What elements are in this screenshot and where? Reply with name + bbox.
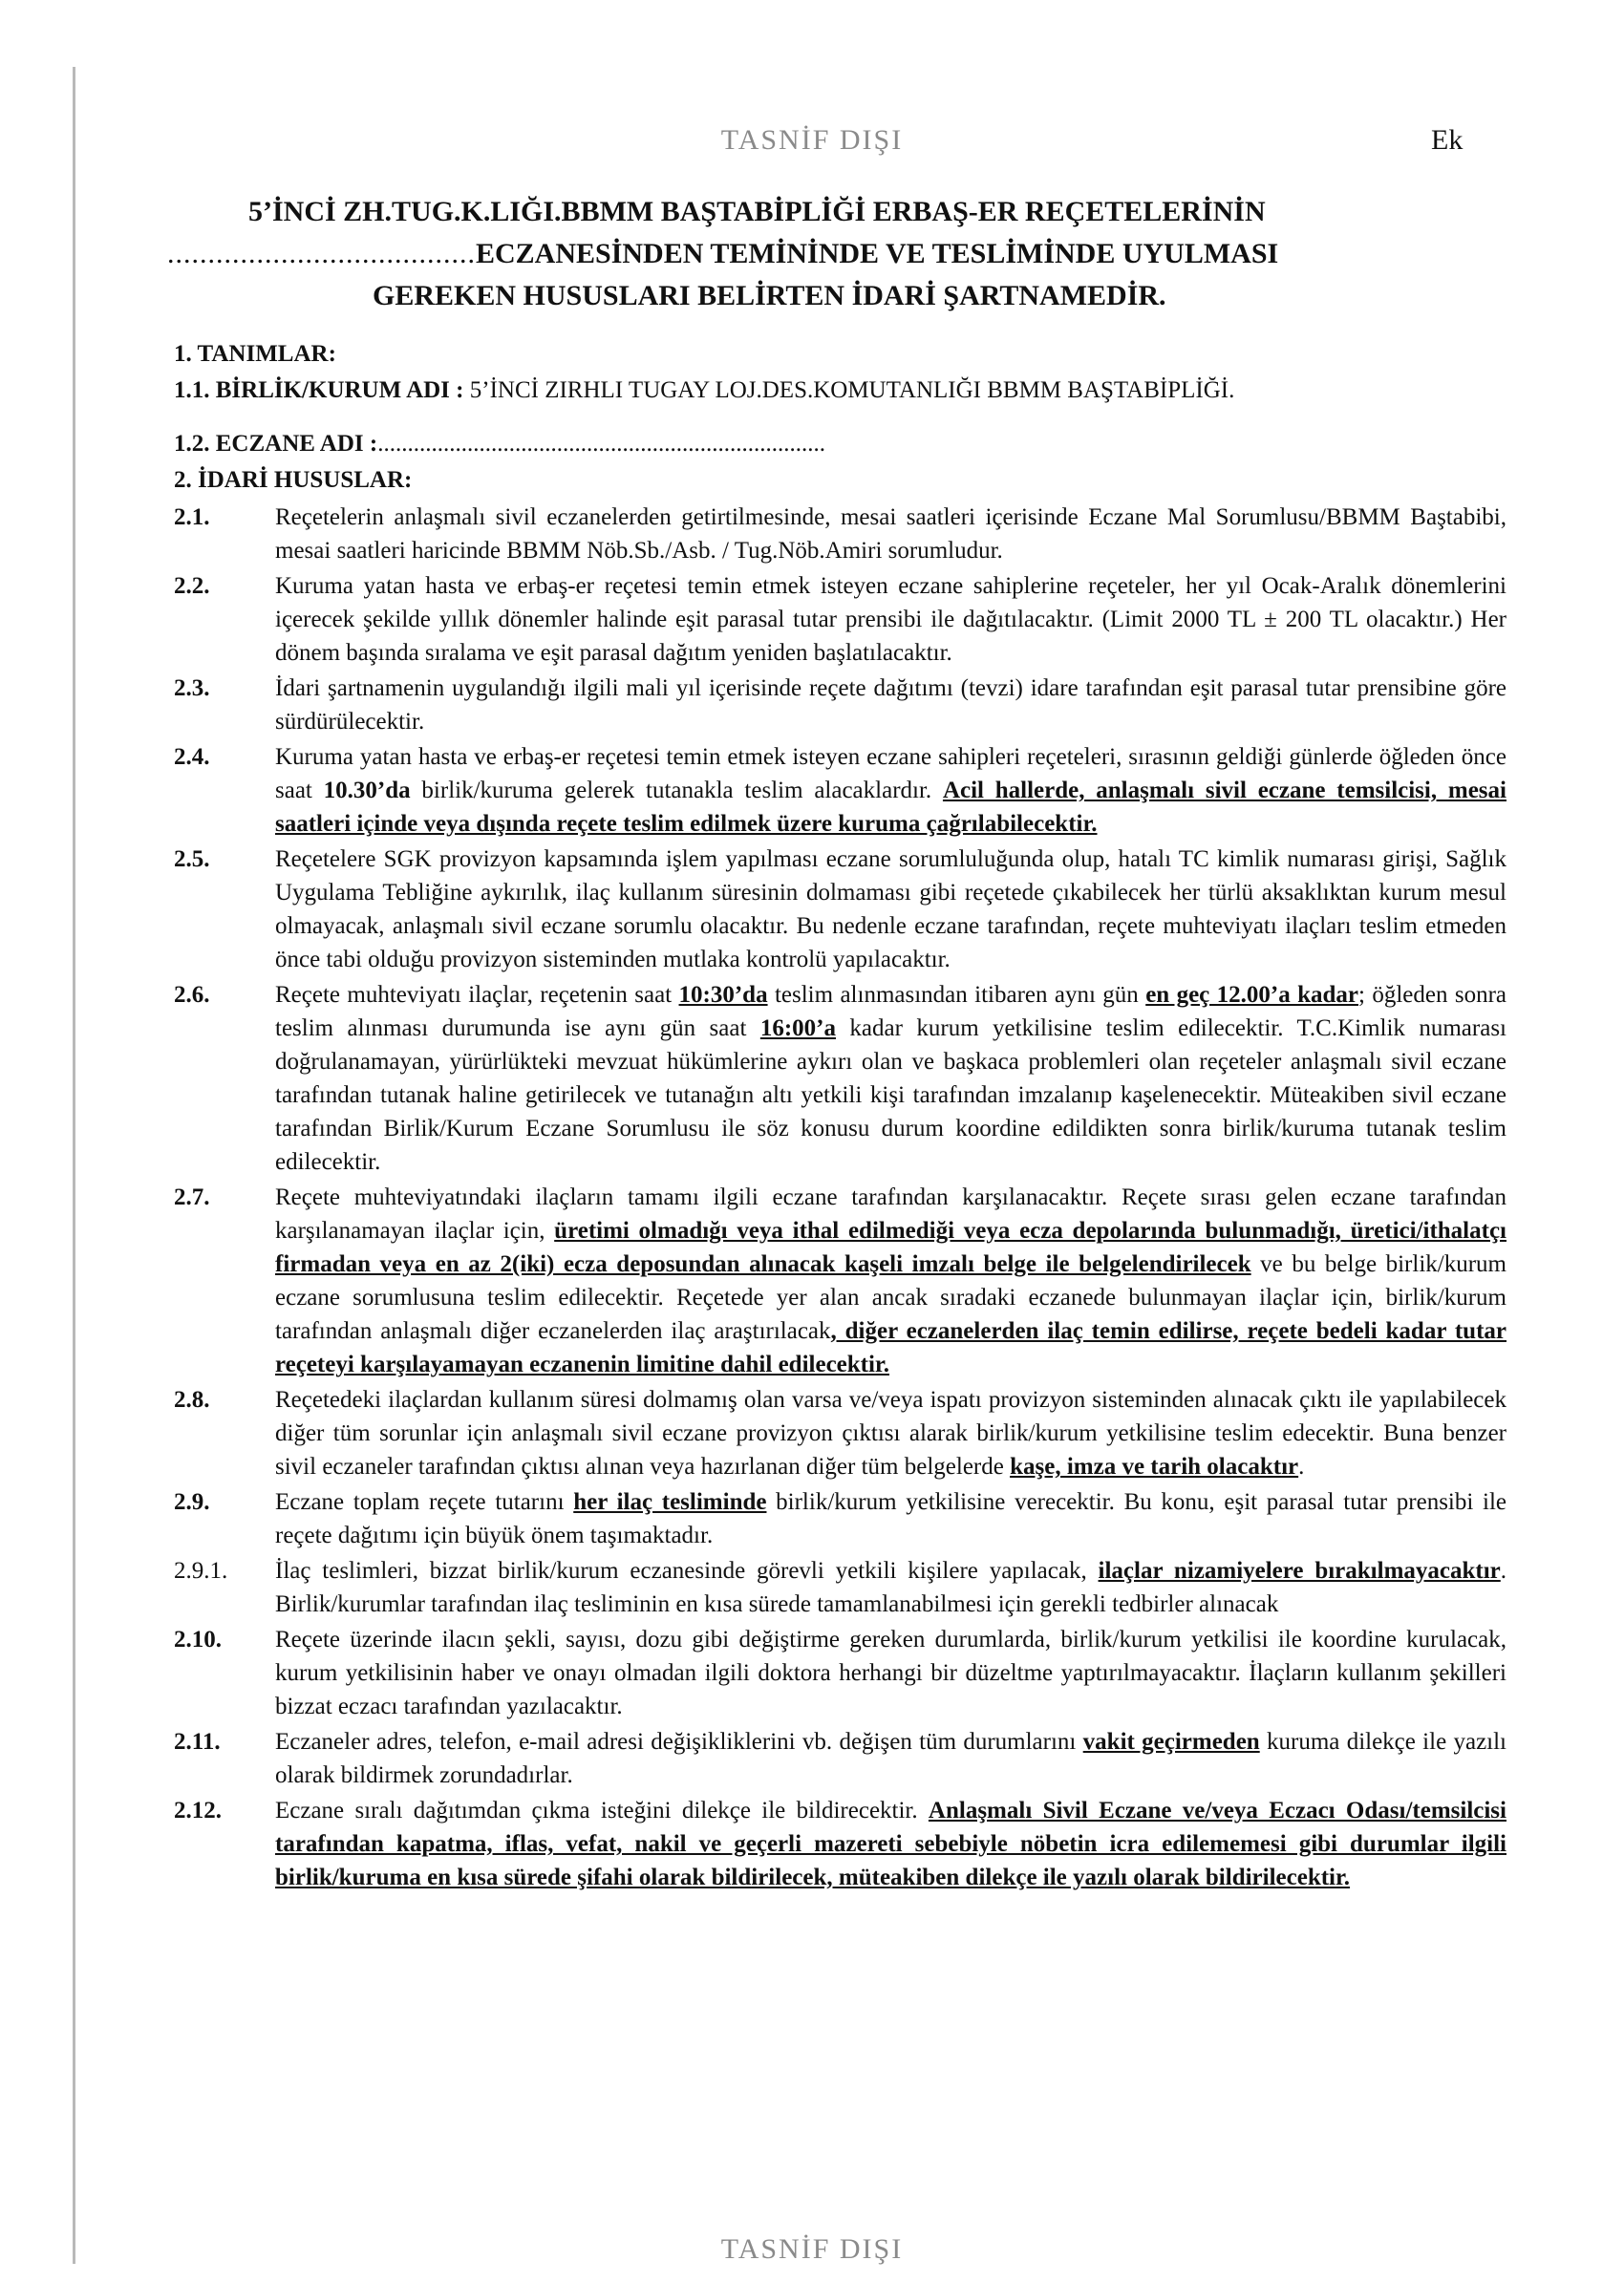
section-number: 2.9.1. — [174, 1558, 228, 1584]
document-title — [167, 191, 1505, 317]
section-2-12 — [174, 1794, 1506, 1894]
title-line-3: GEREKEN HUSUSLARI BELİRTEN İDARİ ŞARTNAMEDİR. — [373, 280, 1166, 311]
time-bold: 10.30’da — [323, 778, 411, 803]
section-number: 2.1. — [174, 504, 210, 530]
section-text: Reçetelerin anlaşmalı sivil eczanelerden getirtilmesinde, mesai saatleri içerisinde Eczane Mal Sorumlusu/BBMM Baştabibi, mesai saatleri haricinde BBMM Nöb.Sb./Asb. / Tug.Nöb.Amiri sorumludur. — [275, 504, 1506, 564]
pharmacy-name-dots: ........................................................................... — [377, 431, 825, 457]
annex-label: Ek — [1431, 124, 1464, 156]
text-segment: birlik/kuruma gelerek tutanakla teslim alacaklardır. — [410, 778, 943, 803]
document-body — [174, 336, 1506, 1894]
pharmacy-name-label: 1.2. ECZANE ADI : — [174, 431, 378, 457]
text-segment: ve bu belge birlik/kurum eczane sorumlusuna teslim edilecektir. Reçetede yer alan ancak sıradaki eczanede bulunmayan ilaçlar için, birlik/kurum tarafından anlaşmalı diğer eczanelerden ilaç araştırılacak — [275, 1251, 1506, 1344]
underlined-emphasis: 10:30’da — [678, 982, 768, 1008]
section-2-2 — [174, 569, 1506, 670]
text-segment: Eczane toplam reçete tutarını — [275, 1489, 574, 1515]
scan-edge-line — [73, 67, 75, 2264]
section-text — [275, 1794, 1506, 1894]
section-text: İdari şartnamenin uygulandığı ilgili mali yıl içerisinde reçete dağıtımı (tevzi) idare tarafından eşit parasal tutar prensibine göre sürdürülecektir. — [275, 675, 1506, 735]
text-segment: . — [1298, 1454, 1305, 1480]
text-segment: ; öğleden sonra teslim alınması durumunda ise aynı gün saat — [275, 982, 1507, 1041]
section-text — [275, 1725, 1506, 1792]
underlined-emphasis: ilaçlar nizamiyelere bırakılmayacaktır — [1098, 1558, 1501, 1584]
text-segment: teslim alınmasından itibaren aynı gün — [767, 982, 1146, 1008]
section-text: Reçete üzerinde ilacın şekli, sayısı, dozu gibi değiştirme gereken durumlarda, birlik/kurum yetkilisi ile koordine kurulacak, kurum yetkilisinin haber ve onayı olmadan ilgili doktora herhangi bir düzeltme yaptırılmayacaktır. İlaçların kullanım şekilleri bizzat eczacı tarafından yazılacaktır. — [275, 1627, 1506, 1719]
unit-name-value: 5’İNCİ ZIRHLI TUGAY LOJ.DES.KOMUTANLIĞI BBMM BAŞTABİPLİĞİ. — [463, 377, 1235, 403]
section-text: Kuruma yatan hasta ve erbaş-er reçetesi temin etmek isteyen eczane sahiplerine reçeteler, her yıl Ocak-Aralık dönemlerini içerecek şekilde yıllık dönemler halinde eşit parasal tutar prensibi ile dağıtılacaktır. (Limit 2000 TL ± 200 TL olacaktır.) Her dönem başında sıralama ve eşit parasal dağıtım yeniden başlatılacaktır. — [275, 573, 1506, 666]
text-segment: . Birlik/kurumlar tarafından ilaç tesliminin en kısa sürede tamamlanabilmesi için gerekli tedbirler alınacak — [275, 1558, 1507, 1617]
section-text — [275, 1181, 1506, 1381]
text-segment: İlaç teslimleri, bizzat birlik/kurum eczanesinde görevli yetkili kişilere yapılacak, — [275, 1558, 1099, 1584]
title-line-1: 5’İNCİ ZH.TUG.K.LIĞI.BBMM BAŞTABİPLİĞİ ERBAŞ-ER REÇETELERİNİN — [248, 196, 1266, 227]
underlined-emphasis: en geç 12.00’a kadar — [1145, 982, 1359, 1008]
section-number: 2.4. — [174, 744, 210, 770]
underlined-emphasis: kaşe, imza ve tarih olacaktır — [1010, 1454, 1299, 1480]
title-line-2-text: ECZANESİNDEN TEMİNİNDE VE TESLİMİNDE UYULMASI — [476, 238, 1279, 269]
section-text — [275, 740, 1506, 841]
definitions-heading: 1. TANIMLAR: — [174, 341, 336, 367]
section-text — [275, 1554, 1506, 1621]
unit-name-label: 1.1. BİRLİK/KURUM ADI : — [174, 377, 464, 403]
section-2-4 — [174, 740, 1506, 841]
section-text — [275, 1383, 1506, 1483]
unit-name-row — [174, 373, 1506, 409]
text-segment: kuruma dilekçe ile yazılı olarak bildirmek zorundadırlar. — [275, 1729, 1506, 1788]
text-segment: Reçete muhteviyatı ilaçlar, reçetenin saat — [275, 982, 679, 1008]
section-2-3 — [174, 672, 1506, 738]
section-number: 2.5. — [174, 846, 210, 872]
section-text: Reçetelere SGK provizyon kapsamında işlem yapılması eczane sorumluluğunda olup, hatalı TC kimlik numarası girişi, Sağlık Uygulama Tebliğine aykırılık, ilaç kullanım süresinin dolmaması gibi reçetede çıkabilecek her türlü aksaklıktan kurum mesul olmayacak, anlaşmalı sivil eczane sorumlu olacaktır. Bu nedenle eczane tarafından, reçete muhteviyatı ilaçları teslim etmeden önce tabi olduğu provizyon sisteminden mutlaka kontrolü yapılacaktır. — [275, 846, 1506, 972]
section-2-11 — [174, 1725, 1506, 1792]
text-segment: Eczaneler adres, telefon, e-mail adresi değişikliklerini vb. değişen tüm durumlarını — [275, 1729, 1083, 1755]
classification-header: TASNİF DIŞI — [720, 124, 904, 156]
section-text — [275, 978, 1506, 1179]
text-segment: birlik/kurum yetkilisine verecektir. Bu konu, eşit parasal tutar prensibi ile reçete dağıtımı için büyük önem taşımaktadır. — [275, 1489, 1506, 1548]
underlined-emphasis: , diğer eczanelerden ilaç temin edilirse, reçete bedeli kadar tutar reçeteyi karşılayamayan eczanenin limitine dahil edilecektir. — [275, 1318, 1506, 1377]
title-dots: ...................................... — [167, 238, 476, 269]
section-number: 2.9. — [174, 1489, 210, 1515]
text-segment: kadar kurum yetkilisine teslim edilecektir. T.C.Kimlik numarası doğrulanamayan, yürürlükteki mevzuat hükümlerine aykırı olan ve başkaca problemleri olan reçeteler anlaşmalı sivil eczane tarafından tutanak haline getirilecek ve tutanağın altı yetkili kişi tarafından imzalanıp kaşelenecektir. Müteakiben sivil eczane tarafından Birlik/Kurum Eczane Sorumlusu ile söz konusu durum koordine edildikten sonra birlik/kuruma tutanak teslim edilecektir. — [275, 1015, 1506, 1175]
underlined-emphasis: Acil hallerde, anlaşmalı sivil eczane temsilcisi, mesai saatleri içinde veya dışında reçete teslim edilmek üzere kuruma çağrılabilecektir. — [275, 778, 1506, 837]
section-number: 2.10. — [174, 1627, 222, 1653]
text-segment: Kuruma yatan hasta ve erbaş-er reçetesi temin etmek isteyen eczane sahipleri reçeteleri, sırasının geldiği günlerde öğleden önce saat — [275, 744, 1506, 803]
underlined-emphasis: Anlaşmalı Sivil Eczane ve/veya Eczacı Odası/temsilcisi tarafından kapatma, iflas, vefat, nakil ve geçerli mazereti sebebiyle nöbetin icra edilememesi gibi durumlar ilgili birlik/kuruma en kısa sürede şifahi olarak bildirilecek, müteakiben dilekçe ile yazılı olarak bildirilecektir. — [275, 1798, 1506, 1890]
section-2-7 — [174, 1181, 1506, 1381]
section-number: 2.3. — [174, 675, 210, 701]
underlined-emphasis: üretimi olmadığı veya ithal edilmediği veya ecza depolarında bulunmadığı, üretici/ithalatçı firmadan veya en az 2(iki) ecza deposundan alınacak kaşeli imzalı belge ile belgelendirilecek — [275, 1218, 1506, 1277]
section-2-6 — [174, 978, 1506, 1179]
underlined-emphasis: vakit geçirmeden — [1082, 1729, 1260, 1755]
text-segment: Eczane sıralı dağıtımdan çıkma isteğini dilekçe ile bildirecektir. — [275, 1798, 929, 1823]
text-segment: Reçetedeki ilaçlardan kullanım süresi dolmamış olan varsa ve/veya ispatı provizyon sisteminden alınacak çıktı ile yapılabilecek diğer tüm sorunlar için anlaşmalı sivil eczane provizyon çıktısı alarak birlik/kurum yetkilisine teslim edecektir. Buna benzer sivil eczaneler tarafından çıktısı alınan veya hazırlanan diğer tüm belgelerde — [275, 1387, 1506, 1480]
section-2-5 — [174, 842, 1506, 976]
title-line-2 — [167, 233, 1505, 275]
section-number: 2.12. — [174, 1798, 222, 1823]
section-number: 2.6. — [174, 982, 210, 1008]
admin-heading: 2. İDARİ HUSUSLAR: — [174, 467, 413, 493]
pharmacy-name-row — [174, 426, 1506, 462]
underlined-emphasis: her ilaç tesliminde — [573, 1489, 767, 1515]
classification-footer: TASNİF DIŞI — [720, 2233, 904, 2265]
section-2-9-1 — [174, 1554, 1506, 1621]
section-text — [275, 1485, 1506, 1552]
section-number: 2.7. — [174, 1184, 210, 1210]
section-2-1 — [174, 501, 1506, 567]
section-2-9 — [174, 1485, 1506, 1552]
section-2-8 — [174, 1383, 1506, 1483]
section-number: 2.8. — [174, 1387, 210, 1413]
section-2-10 — [174, 1623, 1506, 1723]
section-number: 2.2. — [174, 573, 210, 599]
section-number: 2.11. — [174, 1729, 221, 1755]
text-segment: Reçete muhteviyatındaki ilaçların tamamı ilgili eczane tarafından karşılanacaktır. Reçete sırası gelen eczane tarafından karşılanamayan ilaçlar için, — [275, 1184, 1506, 1244]
underlined-emphasis: 16:00’a — [759, 1015, 836, 1041]
